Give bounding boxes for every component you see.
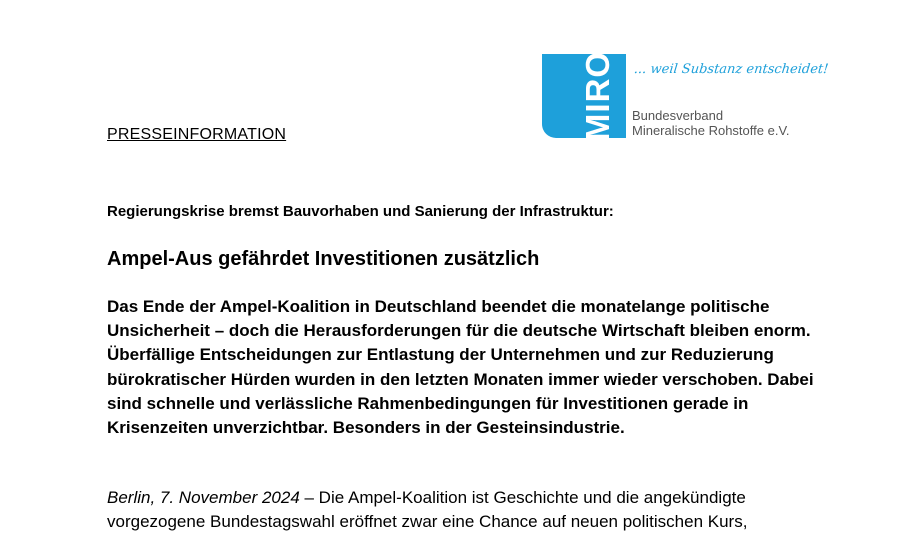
miro-logo [542,50,842,144]
logo-organization [632,108,790,138]
dateline: Berlin, 7. November 2024 [107,488,300,507]
lead-paragraph: Das Ende der Ampel-Koalition in Deutschland beendet die monatelange politische Unsicherheit – doch die Herausforderungen für die deutsche Wirtschaft bleiben enorm. Überfällige Entscheidungen zur Entlastung der Unternehmen und zur Reduzierung bürokratischer Hürden wurden in den letzten Monaten immer wieder verschoben. Dabei sind schnelle und verlässliche Rahmenbedingungen für Investitionen gerade in Krisenzeiten unverzichtbar. Besonders in der Gesteinsindustrie. [107,297,814,438]
logo-wordmark: MIRO [579,50,616,142]
headline: Ampel-Aus gefährdet Investitionen zusätzlich [107,248,540,270]
org-name-line-1: Bundesverband [632,108,724,123]
org-name-line-2: Mineralische Rohstoffe e.V. [632,123,790,138]
press-label: PRESSEINFORMATION [107,126,287,143]
body-text: – Die Ampel-Koalition ist Geschichte und die angekündigte vorgezogene Bundestagswahl eröffnet zwar eine Chance auf neuen politischen Kurs, [107,488,748,532]
body-paragraph [107,486,837,534]
logo-mark [542,50,626,142]
logo-slogan: ... weil Substanz entscheidet! [633,62,830,77]
subheadline: Regierungskrise bremst Bauvorhaben und Sanierung der Infrastruktur: [107,203,614,220]
